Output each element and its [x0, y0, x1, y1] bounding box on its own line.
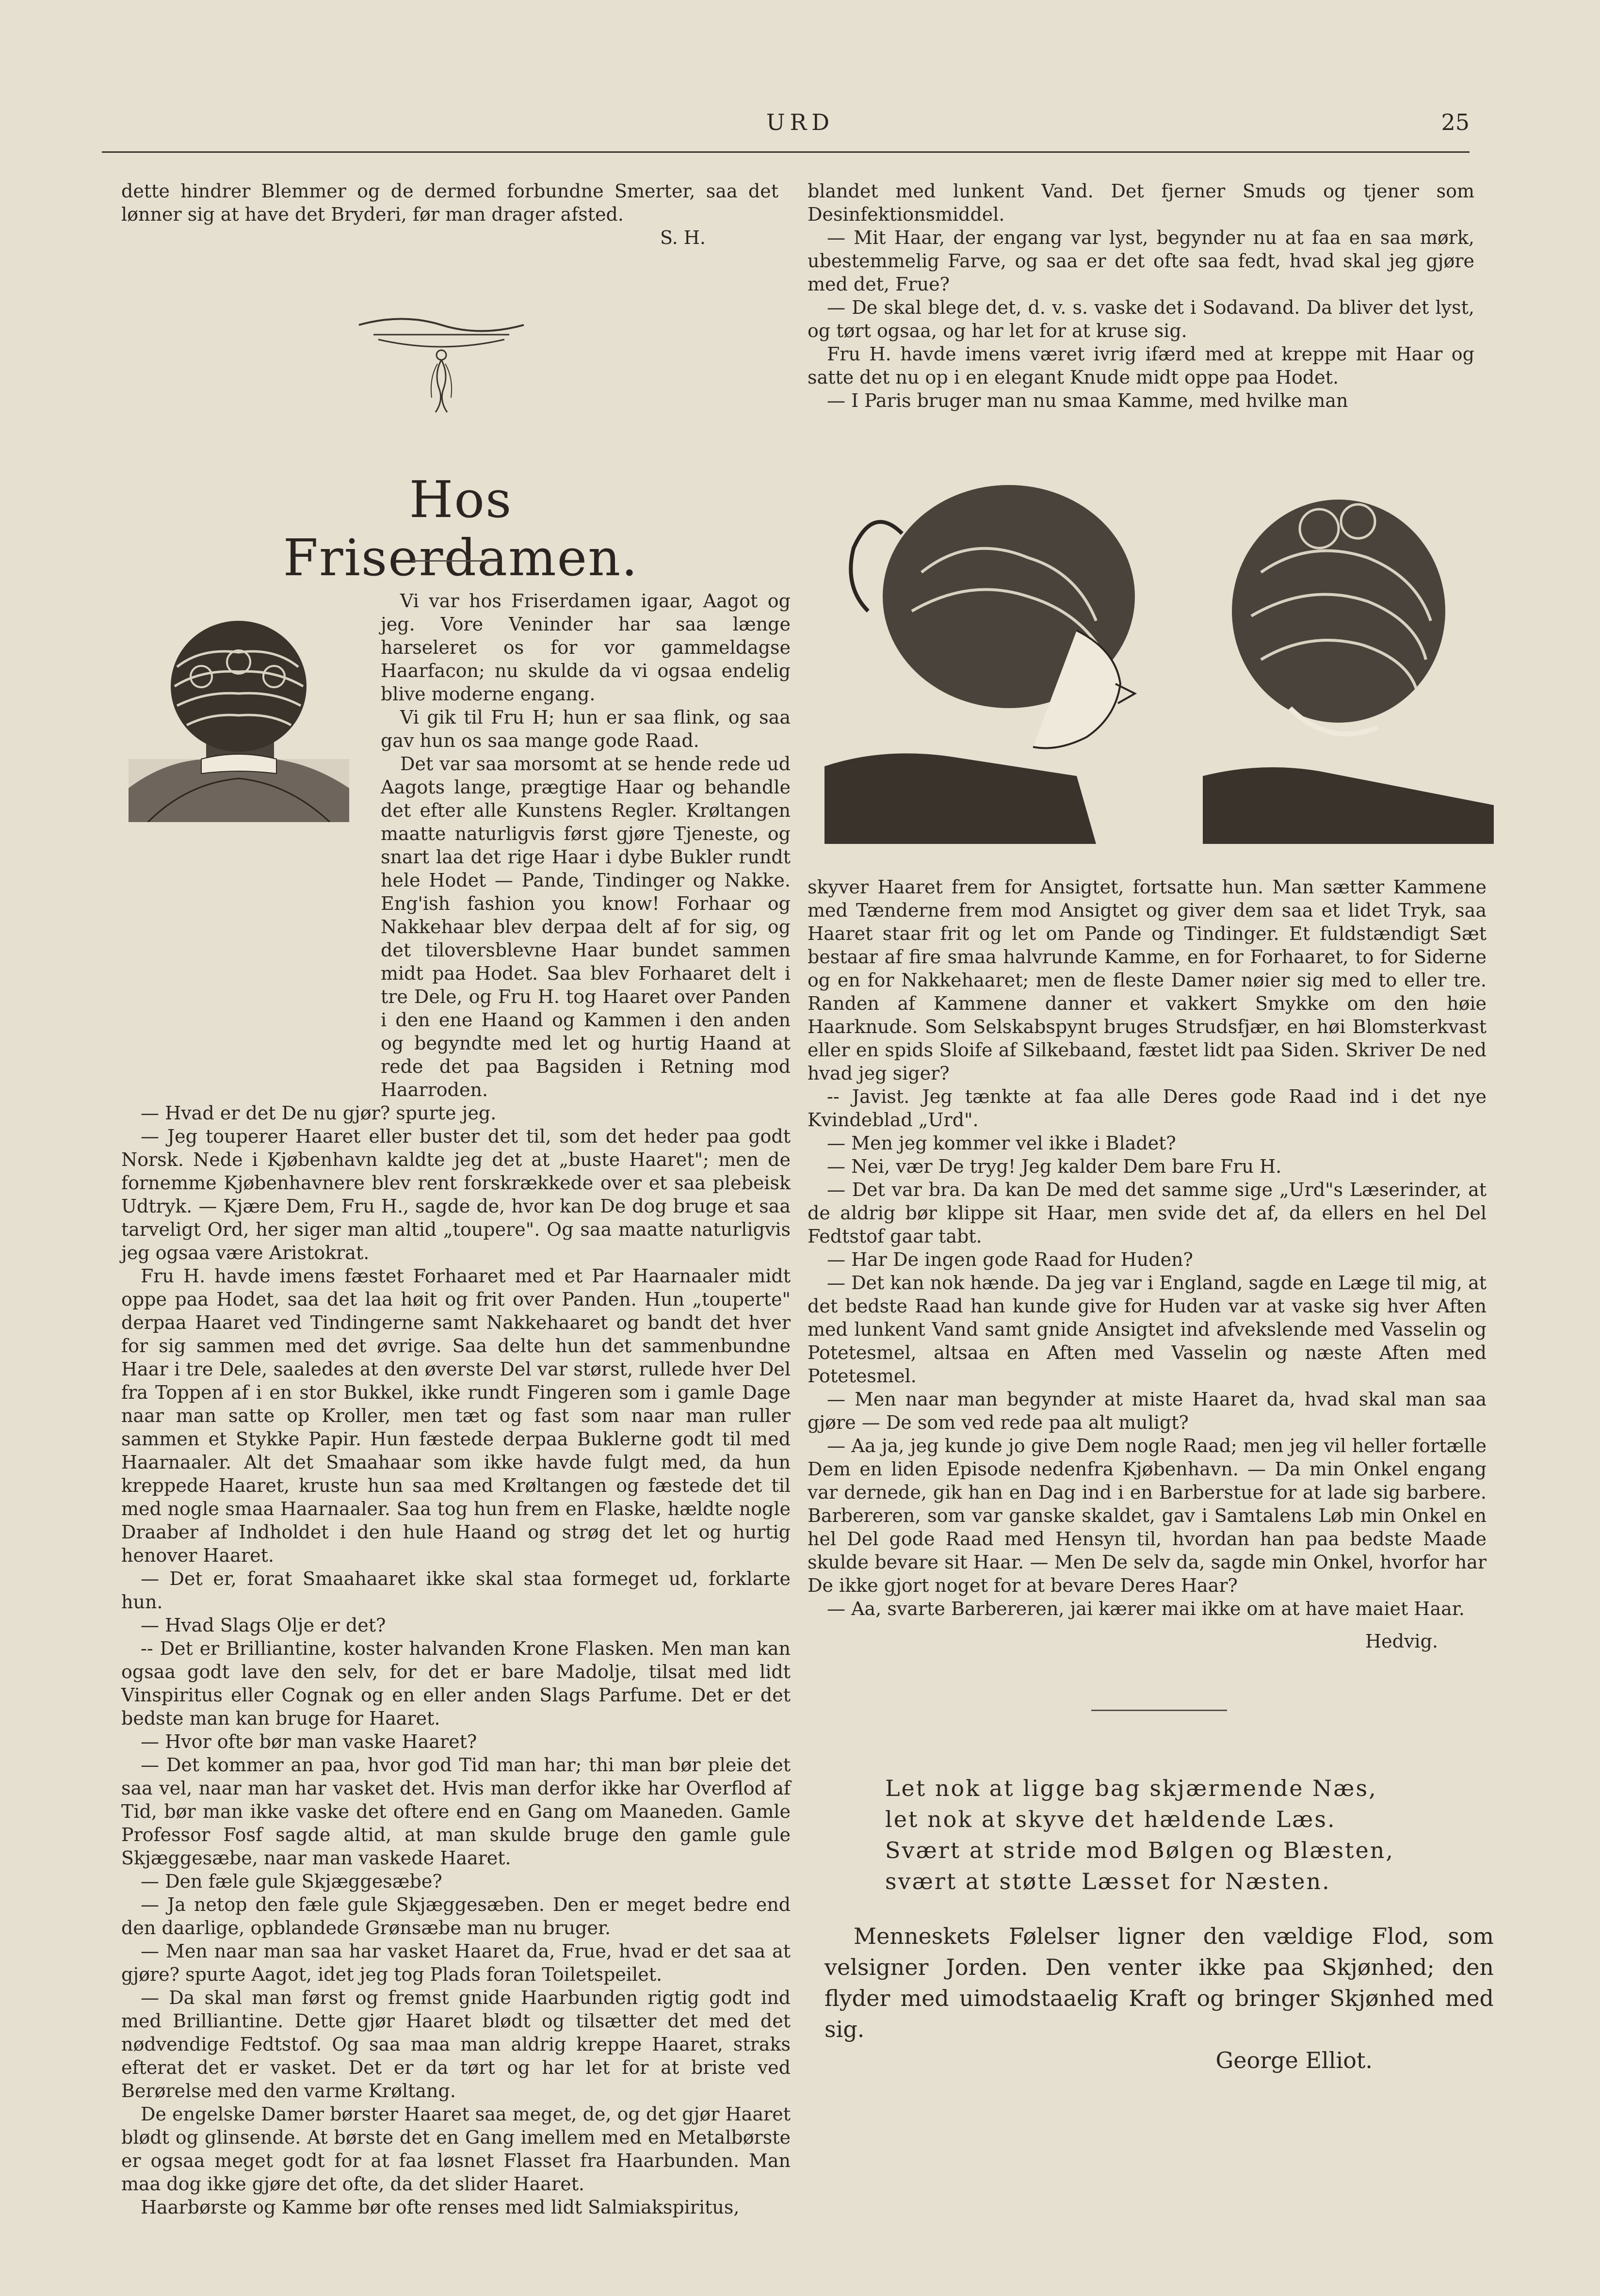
article-paragraph: — De skal blege det, d. v. s. vaske det i Sodavand. Da bliver det lyst, og tørt ogsaa, og har let for at kruse sig. — [808, 297, 1474, 341]
article-paragraph: -- Det er Brilliantine, koster halvanden Krone Flasken. Men man kan ogsaa godt lave den selv, for det er bare Madolje, tilsat med lidt Vinspiritus eller Cognak og en eller anden Slags Parfume. Det er det bedste man kan bruge for Haaret. — [121, 1638, 791, 1729]
article-paragraph: — Hvad Slags Olje er det? — [141, 1615, 386, 1636]
article-paragraph: — Mit Haar, der engang var lyst, begynder nu at faa en saa mørk, ubestemmelig Farve, og saa er det ofte saa fedt, hvad skal jeg gjøre med det, Frue? — [808, 227, 1474, 295]
article-paragraph: — Nei, vær De tryg! Jeg kalder Dem bare Fru H. — [827, 1156, 1282, 1177]
article-paragraph: — Aa ja, jeg kunde jo give Dem nogle Raad; men jeg vil heller fortælle Dem en liden Episode nedenfra Kjøbenhavn. — Da min Onkel engang var dernede, gik han en Dag ind i en Barberstue for at lade sig barbere. Barbereren, som var ganske skaldet, gav i Samtalens Løb min Onkel en hel Del gode Raad med Hensyn til, hvordan han paa bedste Maade skulde bevare sit Haar. — Men De selv da, sagde min Onkel, hvorfor har De ikke gjort noget for at bevare Deres Haar? — [808, 1435, 1487, 1596]
article-paragraph: — Det kommer an paa, hvor god Tid man har; thi man bør pleie det saa vel, naar man har vasket det. Hvis man derfor ikke har Overflod af Tid, bør man ikke vaske det oftere end en Gang om Maaneden. Gamle Professor Fosf sagde altid, at man skulde bruge den gamle gule Skjæggesæbe, naar man vaskede Haaret. — [121, 1754, 791, 1869]
quote-block — [824, 1921, 1494, 2076]
article-paragraph: — Hvor ofte bør man vaske Haaret? — [141, 1731, 477, 1752]
title-rule — [412, 560, 500, 562]
poem-line: let nok at skyve det hældende Læs. — [885, 1806, 1336, 1832]
article-paragraph: — Den fæle gule Skjæggesæbe? — [141, 1871, 442, 1892]
previous-article-signature: S. H. — [660, 227, 706, 248]
article-paragraph: Vi gik til Fru H; hun er saa flink, og saa gav hun os saa mange gode Raad. — [381, 707, 791, 751]
article-paragraph: skyver Haaret frem for Ansigtet, fortsatte hun. Man sætter Kammene med Tænderne frem mod Ansigtet og giver dem saa et lidet Tryk, saa Haaret staar frit og let om Pande og Tindinger. Et fuldstændigt Sæt bestaar af fire smaa halvrunde Kamme, en for Forhaaret, to for Siderne og en for Nakkehaaret; men de fleste Damer nøier sig med to eller tre. Randen af Kammene danner et vakkert Smykke om den høie Haarknude. Som Selskabspynt bruges Strudsfjær, en høi Blomsterkvast eller en spids Sloife af Silkebaand, fæstet lidt paa Siden. Skriver De ned hvad jeg siger? — [808, 876, 1487, 1084]
header-rule — [102, 151, 1470, 153]
article-paragraph: De engelske Damer børster Haaret saa meget, de, og det gjør Haaret blødt og glinsende. At børste det en Gang imellem med en Metalbørste er ogsaa meget godt for at faa løsnet Flasset fra Haarbunden. Man maa dog ikke gjøre det ofte, da det slider Haaret. — [121, 2103, 791, 2195]
article-signature-block — [808, 1630, 1457, 1653]
article-right-top — [808, 179, 1474, 412]
article-right-bottom — [808, 875, 1487, 1620]
quote-author: George Elliot. — [1215, 2047, 1373, 2073]
article-paragraph: — Jeg touperer Haaret eller buster det til, som det heder paa godt Norsk. Nede i Kjøbenhavn kaldte jeg det at „buste Haaret"; men de fornemme Kjøbenhavnere blev rent forskrækkede over et saa plebeisk Udtryk. — Kjære Dem, Fru H., sagde de, hvor kan De dog bruge et saa tarveligt Ord, her siger man altid „toupere". Og saa maatte naturligvis jeg ogsaa være Aristokrat. — [121, 1126, 791, 1263]
article-paragraph: blandet med lunkent Vand. Det fjerner Smuds og tjener som Desinfektionsmiddel. — [808, 180, 1474, 225]
article-paragraph: Fru H. havde imens fæstet Forhaaret med et Par Haarnaaler midt oppe paa Hodet, saa det laa høit og frit over Panden. Hun „touperte" derpaa Haaret ved Tindingerne samt Nakkehaaret og bandt det hver for sig sammen med det øvrige. Saa delte hun det sammenbundne Haar i tre Dele, saaledes at den øverste Del var størst, rullede hver Del fra Toppen af i en stor Bukkel, ikke rundt Fingeren som i gamle Dage naar man satte op Kroller, men tæt og fast som naar man ruller sammen et Stykke Papir. Hun fæstede derpaa Buklerne godt til med Haarnaaler. Alt det Smaahaar som ikke havde fulgt med, da hun kreppede Haaret, kruste hun saa med Krøltangen og fæstede det til med nogle smaa Haarnaaler. Saa tog hun frem en Flaske, hældte nogle Draaber af Indholdet i den hule Haand og strøg det let og hurtig henover Haaret. — [121, 1265, 791, 1566]
article-left-column — [121, 589, 791, 2219]
page-header-title: URD — [766, 109, 835, 135]
quote-text: Menneskets Følelser ligner den vældige Flod, som velsigner Jorden. Den venter ikke paa Skjønhed; den flyder med uimodstaaelig Kraft og bringer Skjønhed med sig. — [824, 1923, 1494, 2042]
previous-article-paragraph: dette hindrer Blemmer og de dermed forbundne Smerter, saa det lønner sig at have det Bryderi, før man drager afsted. — [121, 180, 778, 225]
hairstyle-illustration — [824, 475, 1494, 844]
previous-article-end — [121, 179, 778, 249]
poem-line: Svært at stride mod Bølgen og Blæsten, — [885, 1837, 1395, 1863]
poem-line: Let nok at ligge bag skjærmende Næs, — [885, 1775, 1377, 1801]
section-rule — [1091, 1710, 1227, 1711]
article-paragraph: Haarbørste og Kamme bør ofte renses med lidt Salmiakspiritus, — [141, 2197, 740, 2218]
article-paragraph: -- Javist. Jeg tænkte at faa alle Deres gode Raad ind i det nye Kvindeblad „Urd". — [808, 1086, 1487, 1131]
article-paragraph: Fru H. havde imens været ivrig ifærd med at kreppe mit Haar og satte det nu op i en elegant Knude midt oppe paa Hodet. — [808, 343, 1474, 388]
poem — [885, 1773, 1419, 1897]
article-paragraph: — Men naar man begynder at miste Haaret da, hvad skal man saa gjøre — De som ved rede paa alt muligt? — [808, 1389, 1487, 1433]
article-paragraph: — Da skal man først og fremst gnide Haarbunden rigtig godt ind med Brilliantine. Dette gjør Haaret blødt og tilsætter det med det nødvendige Fedtstof. Og saa maa man aldrig kreppe Haaret, straks efterat det er vasket. Det er da tørt og har let for at briste ved Berørelse med den varme Krøltang. — [121, 1987, 791, 2102]
article-paragraph: — Men jeg kommer vel ikke i Bladet? — [827, 1132, 1176, 1154]
article-paragraph: — Aa, svarte Barbereren, jai kærer mai ikke om at have maiet Haar. — [827, 1598, 1465, 1619]
poem-line: svært at støtte Læsset for Næsten. — [885, 1868, 1331, 1894]
article-paragraph: — Men naar man saa har vasket Haaret da, Frue, hvad er det saa at gjøre? spurte Aagot, idet jeg tog Plads foran Toiletspeilet. — [121, 1940, 791, 1985]
article-paragraph: — Hvad er det De nu gjør? spurte jeg. — [141, 1102, 497, 1124]
page-number: 25 — [1441, 109, 1470, 135]
article-paragraph: Vi var hos Friserdamen igaar, Aagot og jeg. Vore Veninder har saa længe harseleret os for vor gammeldagse Haarfacon; nu skulde da vi ogsaa endelig blive moderne engang. — [381, 590, 791, 705]
article-paragraph: — Det kan nok hænde. Da jeg var i England, sagde en Læge til mig, at det bedste Raad han kunde give for Huden var at vaske sig hver Aften med lunkent Vand samt gnide Ansigtet ind afvekslende med Vasselin og Potetesmel, altsaa en Aften med Vasselin og næste Aften med Potetesmel. — [808, 1272, 1487, 1387]
article-title: Hos Friserdamen. — [283, 470, 639, 587]
decorative-ornament — [349, 310, 533, 417]
article-paragraph: — I Paris bruger man nu smaa Kamme, med hvilke man — [827, 390, 1348, 411]
article-paragraph: — Det er, forat Smaahaaret ikke skal staa formeget ud, forklarte hun. — [121, 1568, 791, 1613]
article-paragraph: — Ja netop den fæle gule Skjæggesæben. Den er meget bedre end den daarlige, opblandede Grønsæbe man nu bruger. — [121, 1894, 791, 1939]
article-paragraph: Det var saa morsomt at se hende rede ud Aagots lange, prægtige Haar og behandle det efter alle Kunstens Regler. Krøltangen maatte naturligvis først gjøre Tjeneste, og snart laa det rige Haar i dybe Bukler rundt hele Hodet — Pande, Tindinger og Nakke. Eng'ish fashion you know! Forhaar og Nakkehaar blev derpaa delt af for sig, og det tiloversblevne Haar bundet sammen midt paa Hodet. Saa blev Forhaaret delt i tre Dele, og Fru H. tog Haaret over Panden i den ene Haand og Kammen i den anden og begyndte med let og hurtig Haand at rede det paa Bagsiden i Retning mod Haarroden. — [381, 753, 791, 1100]
article-paragraph: — Det var bra. Da kan De med det samme sige „Urd"s Læserinder, at de aldrig bør klippe sit Haar, men svide det af, da ellers en hel Del Fedtstof gaar tabt. — [808, 1179, 1487, 1247]
article-signature: Hedvig. — [1365, 1631, 1438, 1652]
article-paragraph: — Har De ingen gode Raad for Huden? — [827, 1249, 1193, 1270]
